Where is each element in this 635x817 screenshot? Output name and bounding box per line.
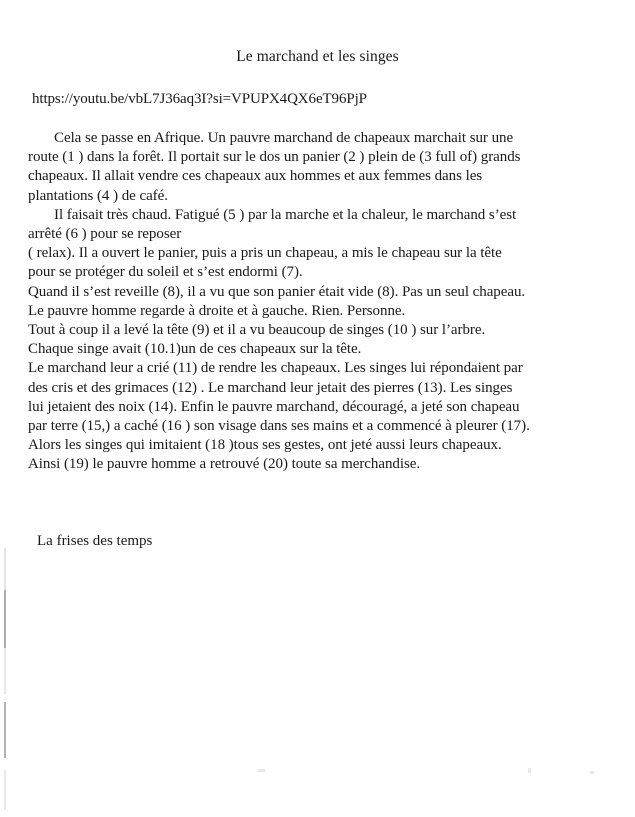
- story-line: lui jetaient des noix (14). Enfin le pauvre marchand, découragé, a jeté son chapeau: [28, 398, 520, 415]
- story-body: [28, 129, 608, 475]
- story-line: Tout à coup il a levé la tête (9) et il a vu beaucoup de singes (10 ) sur l’arbre.: [28, 322, 486, 339]
- scan-speck: [528, 768, 531, 773]
- story-line: Alors les singes qui imitaient (18 )tous ses gestes, ont jeté aussi leurs chapeaux.: [28, 437, 502, 454]
- scan-artifact-line: [4, 770, 6, 810]
- story-line: Le pauvre homme regarde à droite et à gauche. Rien. Personne.: [28, 302, 406, 319]
- story-line: pour se protéger du soleil et s’est endormi (7).: [28, 264, 303, 281]
- scan-artifact-line: [4, 702, 6, 758]
- video-url-link[interactable]: https://youtu.be/vbL7J36aq3I?si=VPUPX4QX6eT96PjP: [32, 91, 367, 107]
- story-line: Ainsi (19) le pauvre homme a retrouvé (20) toute sa merchandise.: [28, 456, 421, 473]
- footer-note: La frises des temps: [37, 533, 153, 549]
- story-line: Le marchand leur a crié (11) de rendre les chapeaux. Les singes lui répondaient par: [28, 360, 523, 377]
- scan-artifact-line: [4, 590, 6, 648]
- scan-speck: [258, 769, 265, 772]
- story-line: ( relax). Il a ouvert le panier, puis a pris un chapeau, a mis le chapeau sur la tête: [28, 245, 502, 262]
- scan-speck: [590, 771, 594, 774]
- story-line: route (1 ) dans la forêt. Il portait sur le dos un panier (2 ) plein de (3 full of) grands: [28, 149, 521, 166]
- story-line: Quand il s’est reveille (8), il a vu que son panier était vide (8). Pas un seul chapeau.: [28, 283, 526, 300]
- document-title: Le marchand et les singes: [236, 48, 399, 65]
- story-line: chapeaux. Il allait vendre ces chapeaux aux hommes et aux femmes dans les: [28, 168, 483, 185]
- story-line: plantations (4 ) de café.: [28, 187, 168, 204]
- story-line: arrêté (6 ) pour se reposer: [28, 226, 182, 243]
- story-line: Il faisait très chaud. Fatigué (5 ) par la marche et la chaleur, le marchand s’est: [54, 206, 517, 223]
- scan-artifact-line: [4, 648, 6, 694]
- story-line: par terre (15,) a caché (16 ) son visage dans ses mains et a commencé à pleurer (17).: [28, 418, 530, 435]
- scan-artifact-line: [4, 548, 6, 590]
- story-line: Cela se passe en Afrique. Un pauvre marchand de chapeaux marchait sur une: [54, 130, 514, 146]
- story-line: des cris et des grimaces (12) . Le marchand leur jetait des pierres (13). Les singes: [28, 379, 513, 396]
- story-line: Chaque singe avait (10.1)un de ces chapeaux sur la tête.: [28, 341, 362, 358]
